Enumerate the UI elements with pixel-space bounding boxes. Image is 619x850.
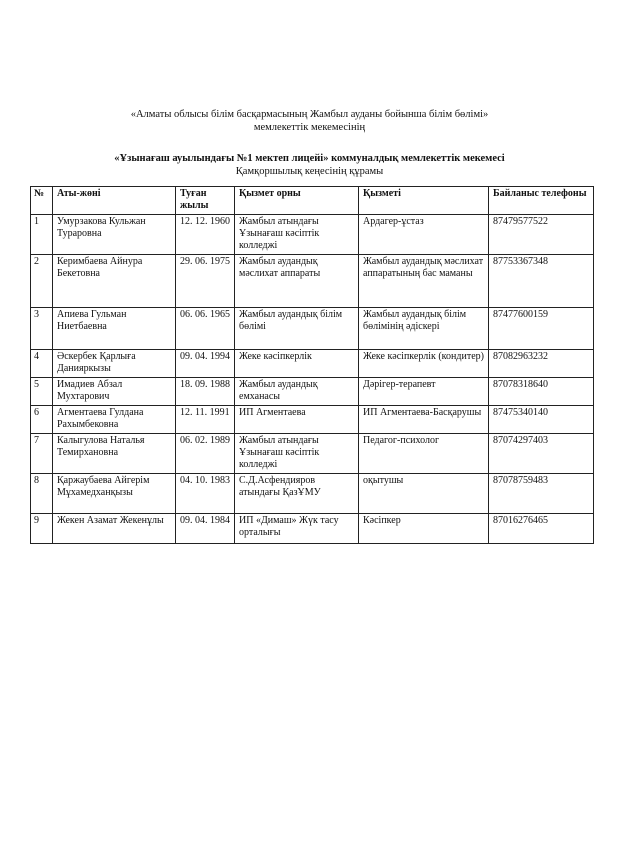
row-number: 6	[31, 406, 53, 434]
member-workplace: Жамбыл аудандық білім бөлімі	[235, 308, 359, 350]
member-position: оқытушы	[359, 474, 489, 514]
member-name: Жекен Азамат Жекенұлы	[53, 514, 176, 544]
document-subtitle: Қамқоршылық кеңесінің құрамы	[235, 166, 384, 177]
member-name: Әскербек Қарлыға Данияркызы	[53, 350, 176, 378]
header-organization-line-2: мемлекеттік мекемесінің	[253, 122, 366, 133]
column-header-workplace: Қызмет орны	[235, 187, 359, 215]
row-number: 4	[31, 350, 53, 378]
council-members-table	[30, 186, 594, 544]
table-row	[31, 215, 594, 255]
header-organization-line: «Алматы облысы білім басқармасының Жамбыл ауданы бойынша білім бөлімі»	[130, 109, 489, 120]
member-birth-date: 06. 02. 1989	[176, 434, 235, 474]
member-name: Калыгулова Наталья Темирхановна	[53, 434, 176, 474]
member-phone: 87475340140	[489, 406, 594, 434]
table-header-row	[31, 187, 594, 215]
member-position: Жеке кәсіпкерлік (кондитер)	[359, 350, 489, 378]
member-name: Апиева Гульман Ниетбаевна	[53, 308, 176, 350]
row-number: 3	[31, 308, 53, 350]
member-workplace: ИП «Димаш» Жүк тасу орталығы	[235, 514, 359, 544]
member-position: Кәсіпкер	[359, 514, 489, 544]
row-number: 1	[31, 215, 53, 255]
member-phone: 87082963232	[489, 350, 594, 378]
member-birth-date: 09. 04. 1984	[176, 514, 235, 544]
member-position: Жамбыл аудандық мәслихат аппаратының бас маманы	[359, 255, 489, 308]
member-phone: 87078318640	[489, 378, 594, 406]
member-name: Агментаева Гулдана Рахымбековна	[53, 406, 176, 434]
member-phone: 87753367348	[489, 255, 594, 308]
member-position: Ардагер-ұстаз	[359, 215, 489, 255]
member-workplace: ИП Агментаева	[235, 406, 359, 434]
member-name: Керимбаева Айнура Бекетовна	[53, 255, 176, 308]
column-header-name: Аты-жөні	[53, 187, 176, 215]
table-row	[31, 255, 594, 308]
row-number: 7	[31, 434, 53, 474]
member-birth-date: 06. 06. 1965	[176, 308, 235, 350]
member-position: Педагог-психолог	[359, 434, 489, 474]
member-name: Умурзакова Кульжан Тураровна	[53, 215, 176, 255]
document-title: «Ұзынағаш ауылындағы №1 мектеп лицейі» коммуналдық мемлекеттік мекемесі	[114, 153, 505, 164]
member-birth-date: 18. 09. 1988	[176, 378, 235, 406]
member-birth-date: 29. 06. 1975	[176, 255, 235, 308]
member-phone: 87477600159	[489, 308, 594, 350]
table-row	[31, 308, 594, 350]
member-birth-date: 09. 04. 1994	[176, 350, 235, 378]
member-birth-date: 12. 12. 1960	[176, 215, 235, 255]
member-workplace: Жамбыл атындағы Ұзынағаш кәсіптік колледжі	[235, 215, 359, 255]
member-birth-date: 12. 11. 1991	[176, 406, 235, 434]
table-row	[31, 350, 594, 378]
member-workplace: Жамбыл атындағы Ұзынағаш кәсіптік колледжі	[235, 434, 359, 474]
member-birth-date: 04. 10. 1983	[176, 474, 235, 514]
column-header-number: №	[31, 187, 53, 215]
table-row	[31, 474, 594, 514]
member-position: Жамбыл аудандық білім бөлімінің әдіскері	[359, 308, 489, 350]
member-position: ИП Агментаева-Басқарушы	[359, 406, 489, 434]
table-row	[31, 514, 594, 544]
row-number: 2	[31, 255, 53, 308]
row-number: 8	[31, 474, 53, 514]
row-number: 9	[31, 514, 53, 544]
member-phone: 87016276465	[489, 514, 594, 544]
column-header-position: Қызметі	[359, 187, 489, 215]
member-phone: 87078759483	[489, 474, 594, 514]
member-workplace: Жеке кәсіпкерлік	[235, 350, 359, 378]
table-row	[31, 378, 594, 406]
member-phone: 87479577522	[489, 215, 594, 255]
column-header-phone: Байланыс телефоны	[489, 187, 594, 215]
row-number: 5	[31, 378, 53, 406]
member-name: Қаржаубаева Айгерім Мұхамедханқызы	[53, 474, 176, 514]
member-workplace: Жамбыл аудандық мәслихат аппараты	[235, 255, 359, 308]
member-phone: 87074297403	[489, 434, 594, 474]
member-workplace: Жамбыл аудандық емханасы	[235, 378, 359, 406]
column-header-birth-year: Туған жылы	[176, 187, 235, 215]
member-position: Дәрігер-терапевт	[359, 378, 489, 406]
table-row	[31, 434, 594, 474]
table-row	[31, 406, 594, 434]
member-name: Имадиев Абзал Мухтарович	[53, 378, 176, 406]
member-workplace: С.Д.Асфендияров атындағы ҚазҰМУ	[235, 474, 359, 514]
